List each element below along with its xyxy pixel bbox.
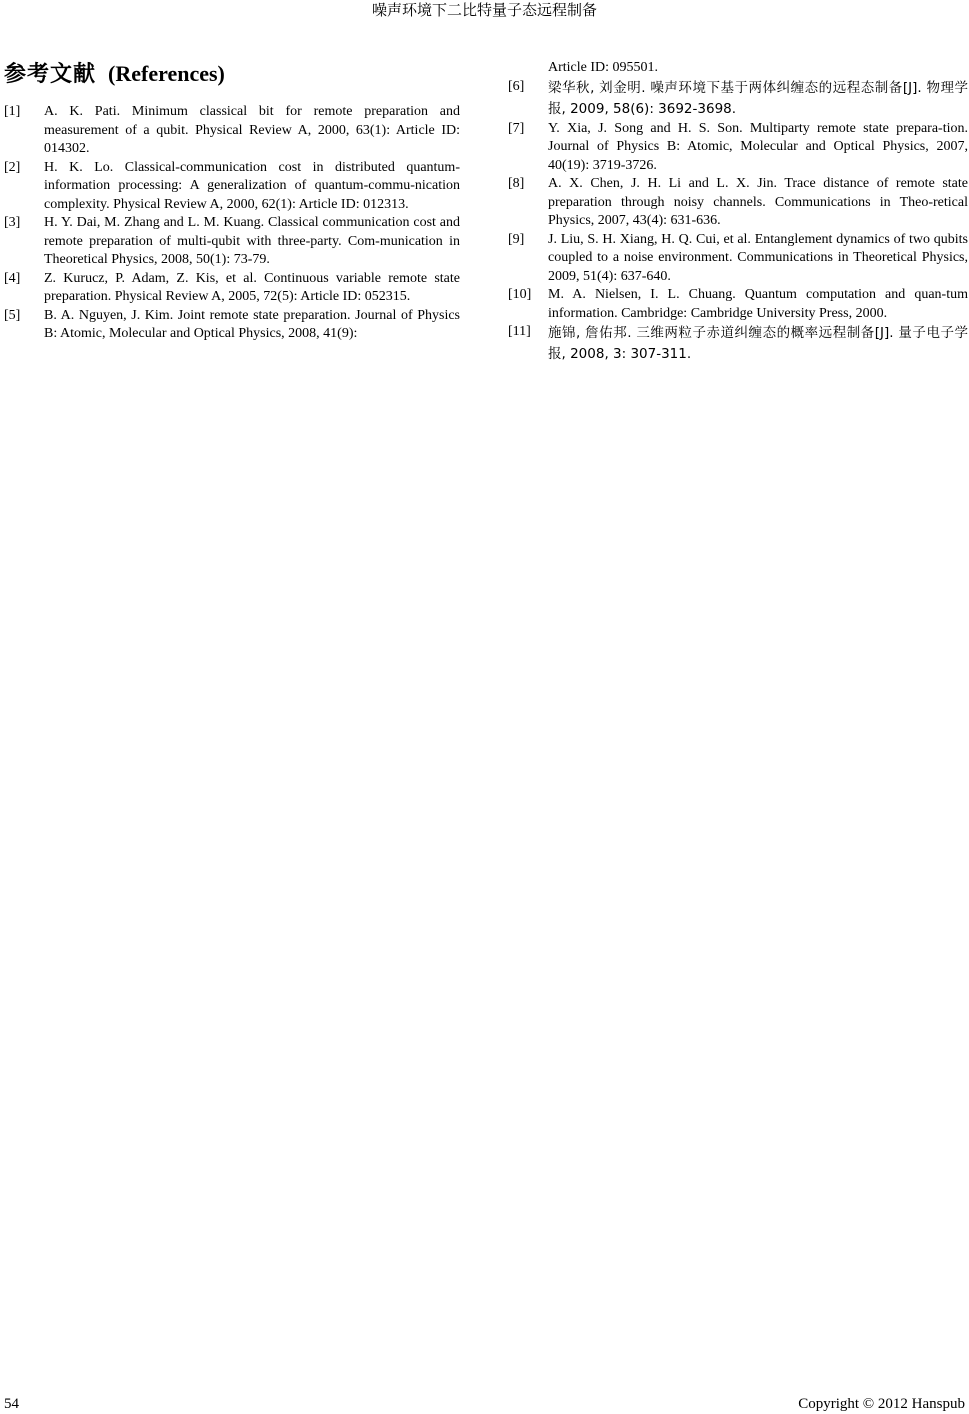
reference-item <box>508 231 968 287</box>
reference-number: [8] <box>508 176 525 191</box>
reference-number: [2] <box>4 159 21 175</box>
reference-item <box>4 214 460 270</box>
references-heading-english: (References) <box>108 61 225 86</box>
reference-number: [10] <box>508 287 532 302</box>
reference-text: A. X. Chen, J. H. Li and L. X. Jin. Trace distance of remote state preparation through noisy channels. Communications in Theo-retical Physics, 2007, 43(4): 631-636. <box>548 176 968 228</box>
reference-text: M. A. Nielsen, I. L. Chuang. Quantum computation and quan-tum information. Cambridge: Cambridge University Press, 2000. <box>548 287 968 321</box>
reference-text: H. Y. Dai, M. Zhang and L. M. Kuang. Classical communication cost and remote preparation of multi-qubit with three-party. Com-munication in Theoretical Physics, 2008, 50(1): 73-79. <box>44 215 460 267</box>
reference-text: A. K. Pati. Minimum classical bit for remote preparation and measurement of a qubit. Physical Review A, 2000, 63(1): Article ID: 014302. <box>44 104 460 156</box>
reference-text: 梁华秋, 刘金明. 噪声环境下基于两体纠缠态的远程态制备[J]. 物理学报, 2009, 58(6): 3692-3698. <box>548 79 968 117</box>
reference-number: [5] <box>4 307 21 323</box>
reference-item <box>4 159 460 215</box>
left-column <box>4 103 460 344</box>
references-heading <box>4 60 225 89</box>
reference-text: 施锦, 詹佑邦. 三维两粒子赤道纠缠态的概率远程制备[J]. 量子电子学报, 2008, 3: 307-311. <box>548 325 968 362</box>
reference-number: [3] <box>4 215 21 230</box>
reference-number: [1] <box>4 104 21 119</box>
copyright-notice: Copyright © 2012 Hanspub <box>798 1396 965 1412</box>
right-column <box>508 59 968 365</box>
reference-number: [4] <box>4 270 21 286</box>
reference-item <box>508 323 968 365</box>
reference-text: H. K. Lo. Classical-communication cost in distributed quantum-information processing: A generalization of quantum-commu-nication complexity. Physical Review A, 2000, 62(1): Article ID: 012313. <box>44 159 460 212</box>
page-number: 54 <box>4 1396 19 1412</box>
reference-number: [7] <box>508 120 525 136</box>
references-heading-chinese: 参考文献 <box>4 62 97 87</box>
reference-item <box>508 286 968 323</box>
reference-text: B. A. Nguyen, J. Kim. Joint remote state preparation. Journal of Physics B: Atomic, Molecular and Optical Physics, 2008, 41(9): <box>44 307 460 341</box>
reference-number: [9] <box>508 231 525 247</box>
reference-text: J. Liu, S. H. Xiang, H. Q. Cui, et al. Entanglement dynamics of two qubits coupled to a noise environment. Communications in Theoretical Physics, 2009, 51(4): 637-640. <box>548 231 968 284</box>
reference-item <box>4 270 460 307</box>
reference-text: Y. Xia, J. Song and H. S. Son. Multiparty remote state prepara-tion. Journal of Physics B: Atomic, Molecular and Optical Physics, 2007, 40(19): 3719-3726. <box>548 120 968 173</box>
reference-item <box>4 307 460 344</box>
reference-text: Z. Kurucz, P. Adam, Z. Kis, et al. Continuous variable remote state preparation. Physical Review A, 2005, 72(5): Article ID: 052315. <box>44 270 460 304</box>
running-header: 噪声环境下二比特量子态远程制备 <box>371 1 597 19</box>
reference-number: [11] <box>508 324 531 339</box>
reference-item <box>4 103 460 159</box>
reference-continuation-text: Article ID: 095501. <box>548 60 659 75</box>
reference-continuation <box>508 59 968 78</box>
reference-item <box>508 175 968 231</box>
reference-item <box>508 120 968 176</box>
reference-item <box>508 78 968 120</box>
reference-number: [6] <box>508 78 525 94</box>
